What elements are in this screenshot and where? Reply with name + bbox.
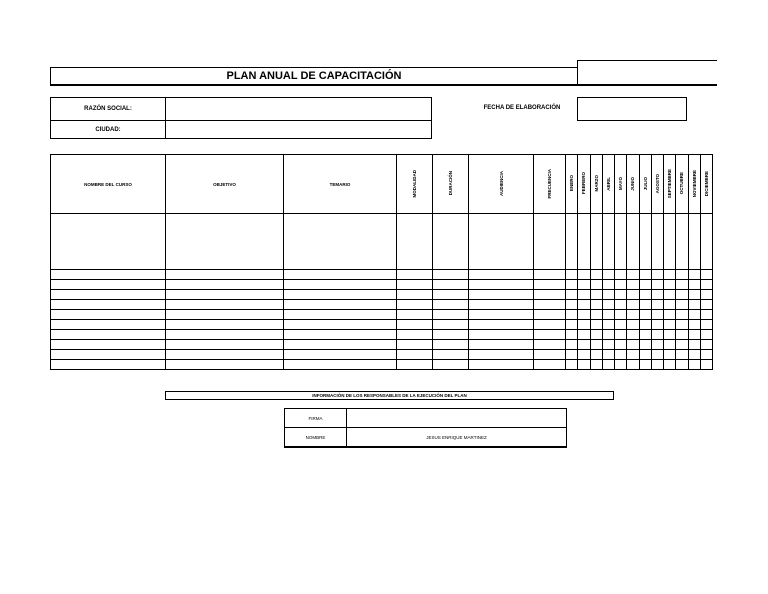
table-cell[interactable] xyxy=(627,280,639,290)
table-cell[interactable] xyxy=(284,300,397,310)
table-cell[interactable] xyxy=(566,290,578,300)
table-cell[interactable] xyxy=(664,280,676,290)
table-cell[interactable] xyxy=(566,270,578,280)
table-cell[interactable] xyxy=(651,310,663,320)
table-cell[interactable] xyxy=(51,300,166,310)
table-cell[interactable] xyxy=(700,270,712,280)
table-cell[interactable] xyxy=(627,214,639,270)
table-cell[interactable] xyxy=(590,360,602,370)
table-cell[interactable] xyxy=(166,320,284,330)
nombre-label: NOMBRE xyxy=(285,428,347,448)
table-cell[interactable] xyxy=(433,270,469,280)
table-cell[interactable] xyxy=(166,310,284,320)
table-cell[interactable] xyxy=(602,270,614,280)
table-cell[interactable] xyxy=(578,270,590,280)
table-cell[interactable] xyxy=(651,330,663,340)
header-month xyxy=(627,155,639,214)
header-audiencia xyxy=(469,155,534,214)
table-cell[interactable] xyxy=(688,340,700,350)
table-cell[interactable] xyxy=(590,214,602,270)
table-cell[interactable] xyxy=(566,330,578,340)
table-cell[interactable] xyxy=(397,350,433,360)
table-cell[interactable] xyxy=(627,330,639,340)
table-cell[interactable] xyxy=(469,330,534,340)
header-month xyxy=(676,155,688,214)
table-row xyxy=(51,360,713,370)
table-cell[interactable] xyxy=(639,214,651,270)
table-cell[interactable] xyxy=(284,350,397,360)
header-duracion-text: DURACIÓN xyxy=(448,171,453,196)
table-cell[interactable] xyxy=(284,270,397,280)
table-cell[interactable] xyxy=(51,270,166,280)
table-cell[interactable] xyxy=(469,270,534,280)
table-cell[interactable] xyxy=(166,290,284,300)
table-cell[interactable] xyxy=(664,310,676,320)
table-cell[interactable] xyxy=(284,360,397,370)
table-cell[interactable] xyxy=(166,330,284,340)
table-cell[interactable] xyxy=(469,340,534,350)
table-row xyxy=(51,310,713,320)
table-row xyxy=(51,280,713,290)
header-month xyxy=(566,155,578,214)
table-cell[interactable] xyxy=(651,360,663,370)
table-cell[interactable] xyxy=(51,214,166,270)
table-cell[interactable] xyxy=(700,330,712,340)
table-cell[interactable] xyxy=(627,290,639,300)
table-cell[interactable] xyxy=(397,300,433,310)
table-cell[interactable] xyxy=(284,330,397,340)
table-cell[interactable] xyxy=(651,290,663,300)
table-cell[interactable] xyxy=(578,214,590,270)
table-cell[interactable] xyxy=(627,310,639,320)
table-cell[interactable] xyxy=(700,350,712,360)
table-cell[interactable] xyxy=(590,280,602,290)
table-cell[interactable] xyxy=(615,290,627,300)
table-cell[interactable] xyxy=(166,270,284,280)
table-cell[interactable] xyxy=(534,280,566,290)
table-cell[interactable] xyxy=(639,290,651,300)
table-cell[interactable] xyxy=(578,350,590,360)
table-cell[interactable] xyxy=(688,330,700,340)
table-cell[interactable] xyxy=(676,360,688,370)
table-cell[interactable] xyxy=(469,290,534,300)
month-label: DICIEMBRE xyxy=(703,170,709,197)
table-cell[interactable] xyxy=(166,280,284,290)
header-objetivo: OBJETIVO xyxy=(166,155,284,214)
month-label: MAYO xyxy=(618,176,624,191)
table-cell[interactable] xyxy=(51,280,166,290)
header-month xyxy=(664,155,676,214)
table-cell[interactable] xyxy=(688,214,700,270)
table-cell[interactable] xyxy=(534,270,566,280)
month-label: AGOSTO xyxy=(654,173,660,194)
table-cell[interactable] xyxy=(615,360,627,370)
table-cell[interactable] xyxy=(566,340,578,350)
month-label: MARZO xyxy=(593,175,599,192)
table-cell[interactable] xyxy=(602,280,614,290)
table-cell[interactable] xyxy=(566,214,578,270)
header-month xyxy=(700,155,712,214)
table-cell[interactable] xyxy=(676,270,688,280)
table-cell[interactable] xyxy=(676,300,688,310)
table-cell[interactable] xyxy=(469,320,534,330)
table-cell[interactable] xyxy=(627,350,639,360)
table-cell[interactable] xyxy=(651,320,663,330)
table-cell[interactable] xyxy=(602,214,614,270)
table-cell[interactable] xyxy=(615,280,627,290)
table-cell[interactable] xyxy=(590,350,602,360)
month-label: JULIO xyxy=(642,176,648,191)
table-cell[interactable] xyxy=(602,320,614,330)
table-cell[interactable] xyxy=(566,300,578,310)
table-cell[interactable] xyxy=(676,310,688,320)
header-month xyxy=(615,155,627,214)
table-cell[interactable] xyxy=(615,214,627,270)
table-cell[interactable] xyxy=(433,360,469,370)
fecha-field[interactable] xyxy=(577,97,687,121)
table-cell[interactable] xyxy=(51,330,166,340)
table-cell[interactable] xyxy=(469,310,534,320)
header-nombre-curso: NOMBRE DEL CURSO xyxy=(51,155,166,214)
table-cell[interactable] xyxy=(166,214,284,270)
table-cell[interactable] xyxy=(639,280,651,290)
table-cell[interactable] xyxy=(590,340,602,350)
month-label: ABRIL xyxy=(605,176,611,191)
table-cell[interactable] xyxy=(590,290,602,300)
table-cell[interactable] xyxy=(433,214,469,270)
page-title: PLAN ANUAL DE CAPACITACIÓN xyxy=(50,67,578,86)
table-cell[interactable] xyxy=(602,330,614,340)
table-cell[interactable] xyxy=(51,360,166,370)
table-cell[interactable] xyxy=(639,330,651,340)
table-cell[interactable] xyxy=(469,350,534,360)
table-cell[interactable] xyxy=(627,360,639,370)
table-cell[interactable] xyxy=(615,270,627,280)
ciudad-label: CIUDAD: xyxy=(50,120,166,139)
table-cell[interactable] xyxy=(700,290,712,300)
table-cell[interactable] xyxy=(700,280,712,290)
table-cell[interactable] xyxy=(51,310,166,320)
table-cell[interactable] xyxy=(578,310,590,320)
table-row xyxy=(51,350,713,360)
table-cell[interactable] xyxy=(700,360,712,370)
table-cell[interactable] xyxy=(688,350,700,360)
table-cell[interactable] xyxy=(688,280,700,290)
table-cell[interactable] xyxy=(433,350,469,360)
razon-social-field[interactable] xyxy=(165,97,432,121)
table-cell[interactable] xyxy=(602,360,614,370)
table-cell[interactable] xyxy=(664,290,676,300)
table-cell[interactable] xyxy=(51,340,166,350)
table-cell[interactable] xyxy=(651,300,663,310)
table-cell[interactable] xyxy=(578,280,590,290)
table-cell[interactable] xyxy=(433,280,469,290)
table-cell[interactable] xyxy=(284,214,397,270)
table-cell[interactable] xyxy=(166,350,284,360)
table-cell[interactable] xyxy=(602,290,614,300)
table-cell[interactable] xyxy=(433,300,469,310)
header-audiencia-text: AUDIENCIA xyxy=(498,170,504,196)
table-cell[interactable] xyxy=(566,360,578,370)
table-cell[interactable] xyxy=(639,360,651,370)
table-cell[interactable] xyxy=(534,214,566,270)
table-cell[interactable] xyxy=(676,350,688,360)
plan-body xyxy=(51,214,713,370)
title-side-box xyxy=(577,60,717,86)
table-cell[interactable] xyxy=(602,350,614,360)
month-label: NOVIEMBRE xyxy=(691,169,697,198)
table-cell[interactable] xyxy=(664,330,676,340)
table-cell[interactable] xyxy=(664,340,676,350)
table-row xyxy=(51,290,713,300)
table-cell[interactable] xyxy=(676,280,688,290)
table-cell[interactable] xyxy=(664,214,676,270)
table-cell[interactable] xyxy=(700,310,712,320)
table-cell[interactable] xyxy=(615,330,627,340)
razon-social-label: RAZÓN SOCIAL: xyxy=(50,97,166,121)
table-cell[interactable] xyxy=(566,280,578,290)
table-cell[interactable] xyxy=(534,350,566,360)
table-cell[interactable] xyxy=(615,340,627,350)
table-cell[interactable] xyxy=(700,214,712,270)
firma-row xyxy=(285,409,567,428)
table-cell[interactable] xyxy=(566,310,578,320)
table-cell[interactable] xyxy=(534,290,566,300)
firma-field[interactable] xyxy=(347,409,567,428)
table-row xyxy=(51,340,713,350)
header-frecuencia xyxy=(534,155,566,214)
table-cell[interactable] xyxy=(397,360,433,370)
table-cell[interactable] xyxy=(688,290,700,300)
table-cell[interactable] xyxy=(433,290,469,300)
table-cell[interactable] xyxy=(664,270,676,280)
table-cell[interactable] xyxy=(51,320,166,330)
table-cell[interactable] xyxy=(602,340,614,350)
table-cell[interactable] xyxy=(578,330,590,340)
table-cell[interactable] xyxy=(284,280,397,290)
table-cell[interactable] xyxy=(534,360,566,370)
table-cell[interactable] xyxy=(676,290,688,300)
table-cell[interactable] xyxy=(578,290,590,300)
table-cell[interactable] xyxy=(688,320,700,330)
header-duracion xyxy=(433,155,469,214)
table-cell[interactable] xyxy=(651,214,663,270)
responsables-table xyxy=(284,408,567,448)
table-cell[interactable] xyxy=(615,300,627,310)
nombre-value[interactable]: JESUS ENRIQUE MARTINEZ xyxy=(347,428,567,448)
table-cell[interactable] xyxy=(433,340,469,350)
table-cell[interactable] xyxy=(469,360,534,370)
table-cell[interactable] xyxy=(578,360,590,370)
table-cell[interactable] xyxy=(700,300,712,310)
table-cell[interactable] xyxy=(397,290,433,300)
table-cell[interactable] xyxy=(534,320,566,330)
table-cell[interactable] xyxy=(566,350,578,360)
table-cell[interactable] xyxy=(590,310,602,320)
firma-label: FIRMA xyxy=(285,409,347,428)
plan-table xyxy=(50,154,713,370)
table-cell[interactable] xyxy=(651,270,663,280)
table-cell[interactable] xyxy=(469,300,534,310)
table-row xyxy=(51,300,713,310)
header-month xyxy=(639,155,651,214)
header-month xyxy=(688,155,700,214)
responsables-header: INFORMACIÓN DE LOS RESPONSABLES DE LA EJECUCIÓN DEL PLAN xyxy=(165,391,614,400)
table-cell[interactable] xyxy=(433,310,469,320)
table-cell[interactable] xyxy=(590,330,602,340)
table-cell[interactable] xyxy=(688,270,700,280)
table-cell[interactable] xyxy=(615,310,627,320)
month-label: SEPTIEMBRE xyxy=(667,168,673,199)
header-month xyxy=(602,155,614,214)
table-cell[interactable] xyxy=(566,320,578,330)
table-cell[interactable] xyxy=(664,350,676,360)
table-cell[interactable] xyxy=(51,350,166,360)
table-cell[interactable] xyxy=(651,350,663,360)
header-month xyxy=(651,155,663,214)
table-cell[interactable] xyxy=(602,300,614,310)
table-cell[interactable] xyxy=(51,290,166,300)
table-row xyxy=(51,270,713,280)
header-month xyxy=(578,155,590,214)
table-cell[interactable] xyxy=(578,300,590,310)
table-cell[interactable] xyxy=(651,280,663,290)
table-cell[interactable] xyxy=(469,214,534,270)
table-cell[interactable] xyxy=(590,300,602,310)
table-cell[interactable] xyxy=(534,310,566,320)
table-cell[interactable] xyxy=(676,330,688,340)
table-cell[interactable] xyxy=(397,280,433,290)
table-cell[interactable] xyxy=(397,330,433,340)
table-cell[interactable] xyxy=(534,330,566,340)
table-cell[interactable] xyxy=(534,340,566,350)
header-frecuencia-text: FRECUENCIA xyxy=(547,168,552,199)
table-cell[interactable] xyxy=(166,300,284,310)
table-cell[interactable] xyxy=(433,320,469,330)
table-row xyxy=(51,214,713,270)
table-cell[interactable] xyxy=(688,360,700,370)
table-cell[interactable] xyxy=(639,350,651,360)
table-cell[interactable] xyxy=(534,300,566,310)
month-label: ENERO xyxy=(569,175,575,192)
table-cell[interactable] xyxy=(578,340,590,350)
table-cell[interactable] xyxy=(469,280,534,290)
table-cell[interactable] xyxy=(615,350,627,360)
table-cell[interactable] xyxy=(284,310,397,320)
table-cell[interactable] xyxy=(676,320,688,330)
table-cell[interactable] xyxy=(615,320,627,330)
table-cell[interactable] xyxy=(602,310,614,320)
table-cell[interactable] xyxy=(700,340,712,350)
table-cell[interactable] xyxy=(639,300,651,310)
table-cell[interactable] xyxy=(688,300,700,310)
month-label: OCTUBRE xyxy=(679,172,685,195)
table-cell[interactable] xyxy=(284,320,397,330)
header-temario: TEMARIO xyxy=(284,155,397,214)
table-cell[interactable] xyxy=(664,300,676,310)
table-cell[interactable] xyxy=(627,300,639,310)
table-cell[interactable] xyxy=(627,340,639,350)
table-cell[interactable] xyxy=(664,320,676,330)
table-row xyxy=(51,320,713,330)
table-cell[interactable] xyxy=(433,330,469,340)
table-cell[interactable] xyxy=(639,340,651,350)
table-cell[interactable] xyxy=(627,320,639,330)
table-cell[interactable] xyxy=(590,320,602,330)
table-cell[interactable] xyxy=(397,320,433,330)
table-row xyxy=(51,330,713,340)
ciudad-field[interactable] xyxy=(165,120,432,139)
table-cell[interactable] xyxy=(284,290,397,300)
header-row xyxy=(51,155,713,214)
table-cell[interactable] xyxy=(639,320,651,330)
table-cell[interactable] xyxy=(664,360,676,370)
table-cell[interactable] xyxy=(676,340,688,350)
header-modalidad xyxy=(397,155,433,214)
table-cell[interactable] xyxy=(397,310,433,320)
month-label: JUNIO xyxy=(630,176,636,191)
table-cell[interactable] xyxy=(284,340,397,350)
table-cell[interactable] xyxy=(651,340,663,350)
table-cell[interactable] xyxy=(627,270,639,280)
table-cell[interactable] xyxy=(397,270,433,280)
table-cell[interactable] xyxy=(688,310,700,320)
table-cell[interactable] xyxy=(590,270,602,280)
table-cell[interactable] xyxy=(397,340,433,350)
table-cell[interactable] xyxy=(676,214,688,270)
nombre-row xyxy=(285,428,567,448)
table-cell[interactable] xyxy=(578,320,590,330)
header-modalidad-text: MODALIDAD xyxy=(412,169,417,198)
header-month xyxy=(590,155,602,214)
month-label: FEBRERO xyxy=(581,172,587,195)
table-cell[interactable] xyxy=(639,310,651,320)
table-cell[interactable] xyxy=(700,320,712,330)
table-cell[interactable] xyxy=(639,270,651,280)
fecha-label: FECHA DE ELABORACIÓN xyxy=(483,105,561,111)
table-cell[interactable] xyxy=(166,360,284,370)
table-cell[interactable] xyxy=(166,340,284,350)
table-cell[interactable] xyxy=(397,214,433,270)
